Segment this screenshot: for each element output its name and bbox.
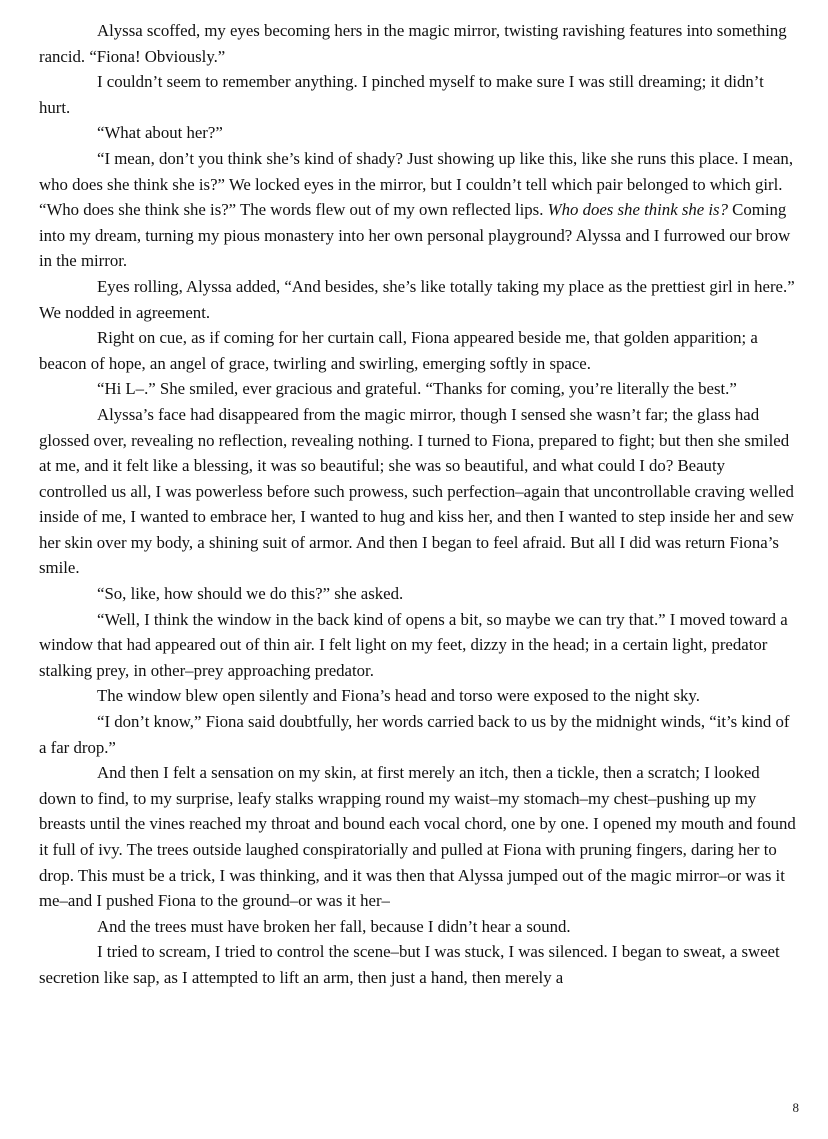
paragraph (39, 69, 797, 120)
paragraph (39, 939, 797, 990)
paragraph-text: I tried to scream, I tried to control the scene–but I was stuck, I was silenced. I began to sweat, a sweet secretion like sap, as I attempted to lift an arm, then just a hand, then merely a (39, 942, 780, 987)
paragraph (39, 402, 797, 581)
paragraph (39, 683, 797, 709)
paragraph-text: “What about her?” (97, 123, 223, 143)
paragraph (39, 120, 797, 146)
paragraph-text: The window blew open silently and Fiona’s head and torso were exposed to the night sky. (97, 686, 700, 706)
paragraph (39, 18, 797, 69)
paragraph (39, 325, 797, 376)
paragraph-text: “So, like, how should we do this?” she asked. (97, 584, 404, 604)
paragraph-text: “Well, I think the window in the back kind of opens a bit, so maybe we can try that.” I moved toward a window that had appeared out of thin air. I felt light on my feet, dizzy in the head; in a certain light, predator stalking prey, in other–prey approaching predator. (39, 609, 788, 680)
paragraph (39, 709, 797, 760)
paragraph-text: “Hi L–.” She smiled, ever gracious and grateful. “Thanks for coming, you’re literally the best.” (97, 379, 737, 399)
paragraph (39, 607, 797, 684)
paragraph-text: Coming into my dream, turning my pious monastery into her own personal playground? Alyssa and I furrowed our brow in the mirror. (39, 200, 791, 271)
page-number: 8 (792, 1100, 799, 1115)
paragraph (39, 376, 797, 402)
paragraph (39, 914, 797, 940)
italic-text: Who does she think she is? (547, 200, 728, 220)
paragraph-text: And the trees must have broken her fall, because I didn’t hear a sound. (97, 916, 571, 936)
paragraph (39, 146, 797, 274)
paragraph (39, 760, 797, 914)
paragraph-text: I couldn’t seem to remember anything. I pinched myself to make sure I was still dreaming; it didn’t hurt. (39, 72, 764, 117)
paragraph-text: And then I felt a sensation on my skin, at first merely an itch, then a tickle, then a scratch; I looked down to find, to my surprise, leafy stalks wrapping round my waist–my stomach–my chest–pushing up my breasts until the vines reached my throat and bound each vocal chord, one by one. I opened my mouth and found it full of ivy. The trees outside laughed conspiratorially and pulled at Fiona with pruning fingers, daring her to drop. This must be a trick, I was thinking, and it was then that Alyssa jumped out of the magic mirror–or was it me–and I pushed Fiona to the ground–or was it her– (39, 763, 796, 911)
paragraph-text: “I mean, don’t you think she’s kind of shady? Just showing up like this, like she runs this place. I mean, who does she think she is?” We locked eyes in the mirror, but I couldn’t tell which pair belonged to which girl. “Who does she think she is?” The words flew out of my own reflected lips. (39, 148, 794, 220)
paragraph-text: “I don’t know,” Fiona said doubtfully, her words carried back to us by the midnight winds, “it’s kind of a far drop.” (39, 712, 790, 757)
paragraph (39, 274, 797, 325)
body-text (39, 18, 797, 991)
paragraph-text: Alyssa’s face had disappeared from the magic mirror, though I sensed she wasn’t far; the glass had glossed over, revealing no reflection, revealing nothing. I turned to Fiona, prepared to fight; but then she smiled at me, and it felt like a blessing, it was so beautiful; she was so beautiful, and what could I do? Beauty controlled us all, I was powerless before such prowess, such perfection–again that uncontrollable craving welled inside of me, I wanted to embrace her, I wanted to hug and kiss her, and then I wanted to step inside her and sew her skin over my body, a shining suit of armor. And then I began to feel afraid. But all I did was return Fiona’s smile. (39, 404, 794, 578)
paragraph-text: Eyes rolling, Alyssa added, “And besides, she’s like totally taking my place as the prettiest girl in here.” We nodded in agreement. (39, 276, 795, 322)
paragraph (39, 581, 797, 607)
paragraph-text: Alyssa scoffed, my eyes becoming hers in the magic mirror, twisting ravishing features into something rancid. “Fiona! Obviously.” (39, 21, 787, 66)
paragraph-text: Right on cue, as if coming for her curtain call, Fiona appeared beside me, that golden apparition; a beacon of hope, an angel of grace, twirling and swirling, emerging softly in space. (39, 328, 758, 373)
